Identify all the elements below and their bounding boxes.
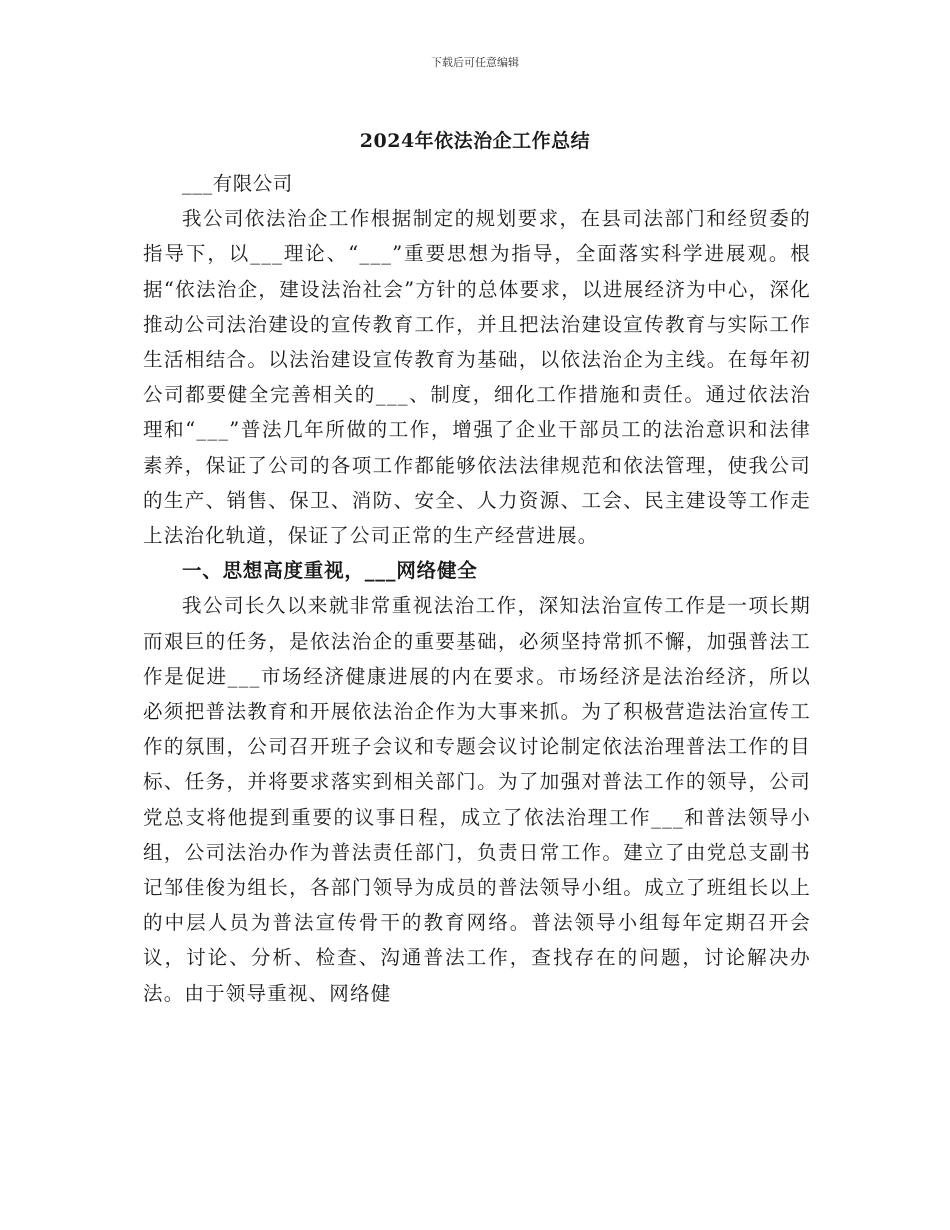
page-header-note: 下载后可任意编辑 <box>431 56 519 69</box>
document-body <box>143 166 811 1011</box>
intro-paragraph: 我公司依法治企工作根据制定的规划要求，在县司法部门和经贸委的指导下，以___理论、“___”重要思想为指导，全面落实科学进展观。根据“依法治企，建设法治社会”方针的总体要求，以进展经济为中心，深化推动公司法治建设的宣传教育工作，并且把法治建设宣传教育与实际工作生活相结合。以法治建设宣传教育为基础，以依法治企为主线。在每年初公司都要健全完善相关的___、制度，细化工作措施和责任。通过依法治理和“___”普法几年所做的工作，增强了企业干部员工的法治意识和法律素养，保证了公司的各项工作都能够依法法律规范和依法管理，使我公司的生产、销售、保卫、消防、安全、人力资源、工会、民主建设等工作走上法治化轨道，保证了公司正常的生产经营进展。 <box>143 207 811 548</box>
company-line: ___有限公司 <box>182 172 293 195</box>
section-1-heading: 一、思想高度重视，___网络健全 <box>182 559 478 583</box>
document-title: 2024年依法治企工作总结 <box>359 130 591 152</box>
section-1-paragraph: 我公司长久以来就非常重视法治工作，深知法治宣传工作是一项长期而艰巨的任务，是依法治企的重要基础，必须坚持常抓不懈，加强普法工作是促进___市场经济健康进展的内在要求。市场经济是法治经济，所以必须把普法教育和开展依法治企作为大事来抓。为了积极营造法治宣传工作的氛围，公司召开班子会议和专题会议讨论制定依法治理普法工作的目标、任务，并将要求落实到相关部门。为了加强对普法工作的领导，公司党总支将他提到重要的议事日程，成立了依法治理工作___和普法领导小组，公司法治办作为普法责任部门，负责日常工作。建立了由党总支副书记邹佳俊为组长，各部门领导为成员的普法领导小组。成立了班组长以上的中层人员为普法宣传骨干的教育网络。普法领导小组每年定期召开会议，讨论、分析、检查、沟通普法工作，查找存在的问题，讨论解决办法。由于领导重视、网络健 <box>143 594 811 1005</box>
